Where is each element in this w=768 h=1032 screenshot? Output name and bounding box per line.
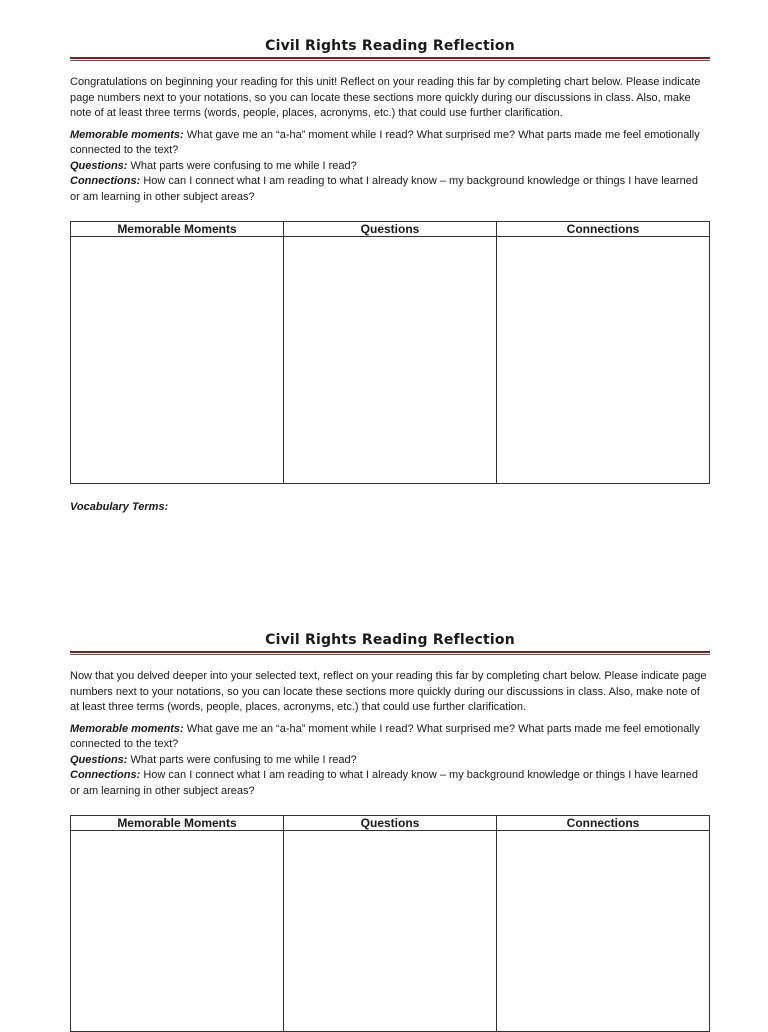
connections-label: Connections:	[70, 175, 141, 187]
column-header-questions: Questions	[284, 222, 497, 237]
intro-paragraph: Now that you delved deeper into your selected text, reflect on your reading this far by completing chart below. Please indicate page numbers next to your notations, so you can locate these sections more quickly during our discussions in class. Also, make note of at least three terms (words, people, places, acronyms, etc.) that could use further clarification.	[70, 670, 707, 713]
reflection-section-1	[70, 36, 710, 513]
memorable-text: What gave me an “a-ha” moment while I read? What surprised me? What parts made me feel emotionally connected to the text?	[70, 128, 700, 156]
questions-label: Questions:	[70, 753, 128, 766]
memorable-cell[interactable]	[71, 831, 284, 1032]
page-title: Civil Rights Reading Reflection	[265, 38, 515, 54]
reflection-chart	[70, 221, 710, 484]
prompt-list	[70, 722, 710, 800]
connections-label: Connections:	[70, 769, 141, 781]
reflection-chart	[70, 815, 710, 1032]
questions-cell[interactable]	[284, 831, 497, 1032]
connections-text: How can I connect what I am reading to what I already know – my background knowledge or things I have learned or am learning in other subject areas?	[70, 769, 698, 797]
memorable-text: What gave me an “a-ha” moment while I read? What surprised me? What parts made me feel emotionally connected to the text?	[70, 722, 700, 750]
vocabulary-label: Vocabulary Terms:	[70, 501, 169, 513]
questions-cell[interactable]	[284, 237, 497, 484]
memorable-cell[interactable]	[71, 237, 284, 484]
connections-cell[interactable]	[497, 831, 710, 1032]
questions-text: What parts were confusing to me while I read?	[130, 753, 357, 766]
column-header-memorable: Memorable Moments	[71, 816, 284, 831]
connections-cell[interactable]	[497, 237, 710, 484]
questions-text: What parts were confusing to me while I read?	[130, 159, 357, 172]
column-header-questions: Questions	[284, 816, 497, 831]
column-header-connections: Connections	[497, 222, 710, 237]
questions-label: Questions:	[70, 159, 128, 172]
memorable-label: Memorable moments:	[70, 128, 184, 141]
page-title: Civil Rights Reading Reflection	[265, 632, 515, 648]
memorable-label: Memorable moments:	[70, 722, 184, 735]
prompt-list	[70, 128, 710, 206]
title-divider	[70, 651, 710, 656]
intro-paragraph: Congratulations on beginning your reading for this unit! Reflect on your reading this far by completing chart below. Please indicate page numbers next to your notations, so you can locate these sections more quickly during our discussions in class. Also, make note of at least three terms (words, people, places, acronyms, etc.) that could use further clarification.	[70, 76, 701, 119]
connections-text: How can I connect what I am reading to what I already know – my background knowledge or things I have learned or am learning in other subject areas?	[70, 175, 698, 203]
column-header-connections: Connections	[497, 816, 710, 831]
title-divider	[70, 57, 710, 62]
reflection-section-2	[70, 630, 710, 1032]
column-header-memorable: Memorable Moments	[71, 222, 284, 237]
